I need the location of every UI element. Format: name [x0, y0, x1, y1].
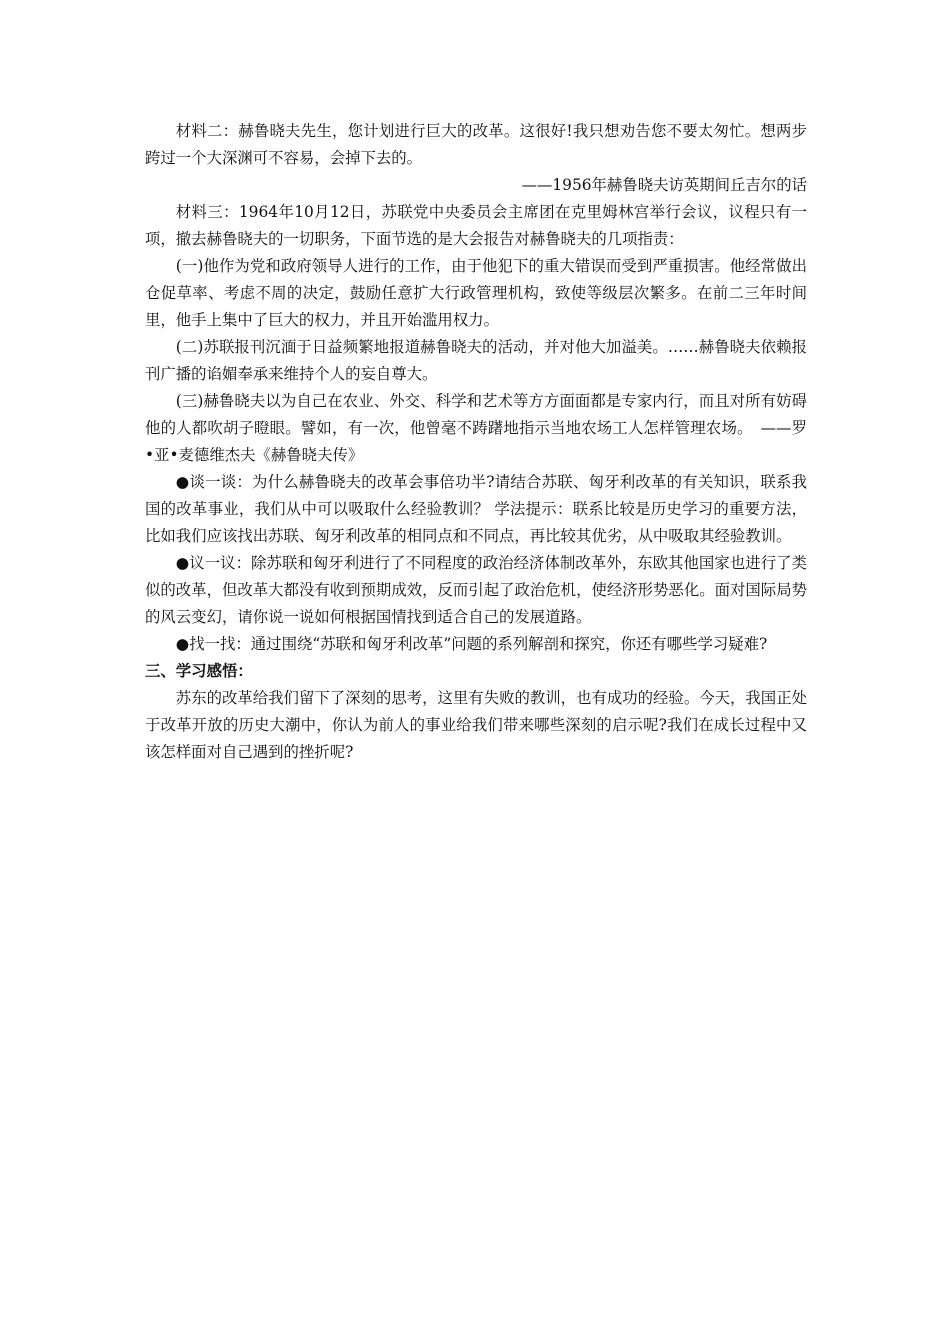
material-two-text: 材料二：赫鲁晓夫先生，您计划进行巨大的改革。这很好!我只想劝告您不要太匆忙。想两步跨过一个大深渊可不容易，会掉下去的。 [145, 122, 807, 167]
material-three-point-3 [145, 388, 807, 469]
find-question: ●找一找：通过围绕“苏联和匈牙利改革”问题的系列解剖和探究，你还有哪些学习疑难? [175, 635, 768, 653]
material-two-source: ——1956年赫鲁晓夫访英期间丘吉尔的话 [521, 176, 807, 194]
material-three-point-3-text: (三)赫鲁晓夫以为自己在农业、外交、科学和艺术等方方面面都是专家内行，而且对所有妨碍他的人都吹胡子瞪眼。譬如，有一次，他曾毫不踌躇地指示当地农场工人怎样管理农场。 [145, 392, 807, 437]
material-three-intro: 材料三：1964年10月12日，苏联党中央委员会主席团在克里姆林宫举行会议，议程只有一项，撤去赫鲁晓夫的一切职务，下面节选的是大会报告对赫鲁晓夫的几项指责： [145, 203, 807, 248]
section-three-heading: 三、学习感悟： [145, 662, 253, 680]
document-page [145, 118, 807, 766]
material-three-source: ——罗•亚•麦德维杰夫《赫鲁晓夫传》 [145, 419, 807, 464]
material-three-point-1: (一)他作为党和政府领导人进行的工作，由于他犯下的重大错误而受到严重损害。他经常做出仓促草率、考虑不周的决定，鼓励任意扩大行政管理机构，致使等级层次繁多。在前二三年时间里，他手上集中了巨大的权力，并且开始滥用权力。 [145, 257, 807, 329]
debate-question: ●议一议：除苏联和匈牙利进行了不同程度的政治经济体制改革外，东欧其他国家也进行了类似的改革，但改革大都没有收到预期成效，反而引起了政治危机，使经济形势恶化。面对国际局势的风云变幻，请你说一说如何根据国情找到适合自己的发展道路。 [145, 554, 807, 626]
section-three-text: 苏东的改革给我们留下了深刻的思考，这里有失败的教训，也有成功的经验。今天，我国正处于改革开放的历史大潮中，你认为前人的事业给我们带来哪些深刻的启示呢?我们在成长过程中又该怎样面对自己遇到的挫折呢? [145, 689, 807, 761]
talk-question: ●谈一谈：为什么赫鲁晓夫的改革会事倍功半?请结合苏联、匈牙利改革的有关知识，联系我国的改革事业，我们从中可以吸取什么经验教训？ 学法提示：联系比较是历史学习的重要方法，比如我们应该找出苏联、匈牙利改革的相同点和不同点，再比较其优劣，从中吸取其经验教训。 [145, 473, 807, 545]
material-three-point-2: (二)苏联报刊沉湎于日益频繁地报道赫鲁晓夫的活动，并对他大加溢美。……赫鲁晓夫依赖报刊广播的谄媚奉承来维持个人的妄自尊大。 [145, 338, 807, 383]
